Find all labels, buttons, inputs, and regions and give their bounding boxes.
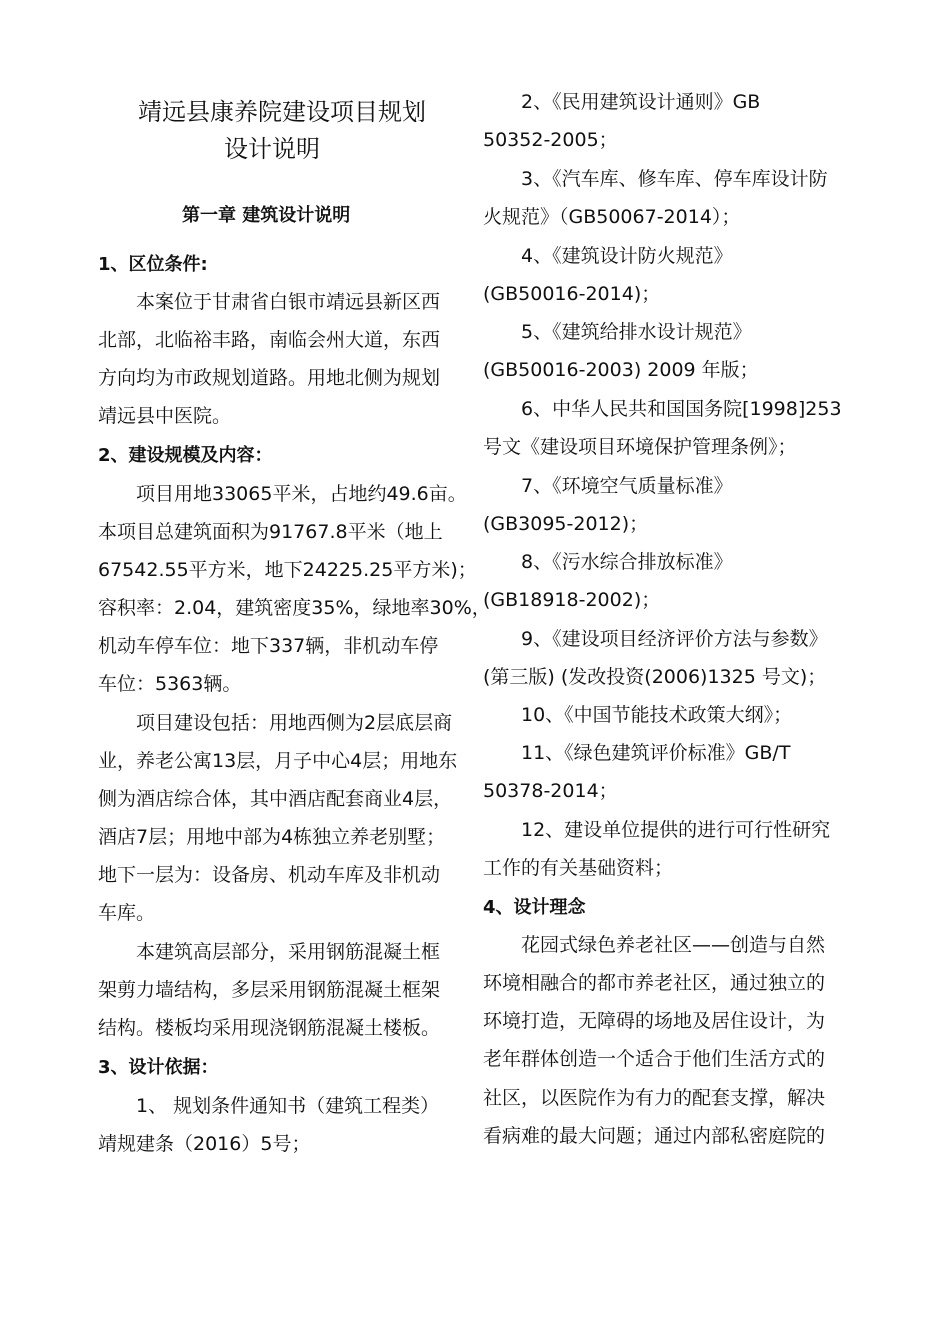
reference-item: 4、《建筑设计防火规范》 (521, 245, 733, 267)
section-2-text: 本建筑高层部分，采用钢筋混凝土框 (136, 941, 441, 963)
section-4-text: 环境相融合的都市养老社区，通过独立的 (483, 972, 826, 994)
document-title-line-1: 靖远县康养院建设项目规划 (138, 98, 426, 126)
section-4-text: 花园式绿色养老社区——创造与自然 (521, 934, 826, 956)
reference-item: (GB3095-2012)； (483, 513, 649, 535)
section-4-text: 老年群体创造一个适合于他们生活方式的 (483, 1048, 826, 1070)
reference-item: 6、中华人民共和国国务院[1998]253 (521, 398, 842, 420)
section-2-text: 容积率：2.04，建筑密度35%，绿地率30%， (98, 597, 491, 619)
section-4-heading: 4、设计理念 (483, 897, 586, 918)
reference-item: 10、《中国节能技术政策大纲》； (521, 704, 793, 726)
section-2-text: 67542.55平方米，地下24225.25平方米)； (98, 559, 477, 581)
section-1-text: 北部，北临裕丰路，南临会州大道，东西 (98, 329, 441, 351)
reference-item: 火规范》（GB50067-2014）； (483, 206, 741, 228)
chapter-heading: 第一章 建筑设计说明 (182, 205, 351, 226)
reference-item: 1、 规划条件通知书（建筑工程类） (136, 1095, 440, 1117)
section-2-text: 架剪力墙结构，多层采用钢筋混凝土框架 (98, 979, 441, 1001)
reference-item: 3、《汽车库、修车库、停车库设计防 (521, 168, 828, 190)
section-4-text: 看病难的最大问题；通过内部私密庭院的 (483, 1125, 826, 1147)
reference-item: 8、《污水综合排放标准》 (521, 551, 733, 573)
section-2-text: 项目用地33065平米，占地约49.6亩。 (136, 483, 467, 505)
section-1-heading: 1、区位条件: (98, 254, 208, 275)
reference-item: 50378-2014； (483, 780, 618, 802)
section-2-text: 业，养老公寓13层，月子中心4层；用地东 (98, 750, 458, 772)
section-2-text: 结构。楼板均采用现浇钢筋混凝土楼板。 (98, 1017, 441, 1039)
section-3-heading: 3、设计依据： (98, 1057, 219, 1078)
reference-item: 靖规建条（2016）5号； (98, 1133, 311, 1155)
reference-item: 9、《建设项目经济评价方法与参数》 (521, 628, 828, 650)
reference-item: 号文《建设项目环境保护管理条例》； (483, 436, 797, 458)
reference-item: 2、《民用建筑设计通则》GB (521, 91, 761, 113)
section-2-text: 地下一层为：设备房、机动车库及非机动 (98, 864, 441, 886)
reference-item: (GB18918-2002)； (483, 589, 661, 611)
reference-item: (GB50016-2014)； (483, 283, 661, 305)
section-1-text: 靖远县中医院。 (98, 405, 232, 427)
section-2-text: 侧为酒店综合体，其中酒店配套商业4层， (98, 788, 453, 810)
section-4-text: 环境打造，无障碍的场地及居住设计，为 (483, 1010, 826, 1032)
section-2-heading: 2、建设规模及内容： (98, 445, 273, 466)
section-2-text: 机动车停车位：地下337辆，非机动车停 (98, 635, 439, 657)
reference-item: 12、建设单位提供的进行可行性研究 (521, 819, 831, 841)
reference-item: (GB50016-2003) 2009 年版； (483, 359, 759, 381)
section-2-text: 车位：5363辆。 (98, 673, 242, 695)
reference-item: 11、《绿色建筑评价标准》GB/T (521, 742, 791, 764)
section-2-text: 酒店7层；用地中部为4栋独立养老别墅； (98, 826, 446, 848)
section-4-text: 社区，以医院作为有力的配套支撑，解决 (483, 1087, 826, 1109)
reference-item: 工作的有关基础资料； (483, 857, 674, 879)
document-title-line-2: 设计说明 (224, 135, 320, 163)
section-1-text: 方向均为市政规划道路。用地北侧为规划 (98, 367, 441, 389)
section-2-text: 车库。 (98, 902, 156, 924)
section-2-text: 本项目总建筑面积为91767.8平米（地上 (98, 521, 443, 543)
reference-item: 5、《建筑给排水设计规范》 (521, 321, 752, 343)
reference-item: 50352-2005； (483, 129, 618, 151)
section-1-text: 本案位于甘肃省白银市靖远县新区西 (136, 291, 441, 313)
reference-item: (第三版) (发改投资(2006)1325 号文)； (483, 666, 827, 688)
reference-item: 7、《环境空气质量标准》 (521, 475, 733, 497)
section-2-text: 项目建设包括：用地西侧为2层底层商 (136, 712, 453, 734)
